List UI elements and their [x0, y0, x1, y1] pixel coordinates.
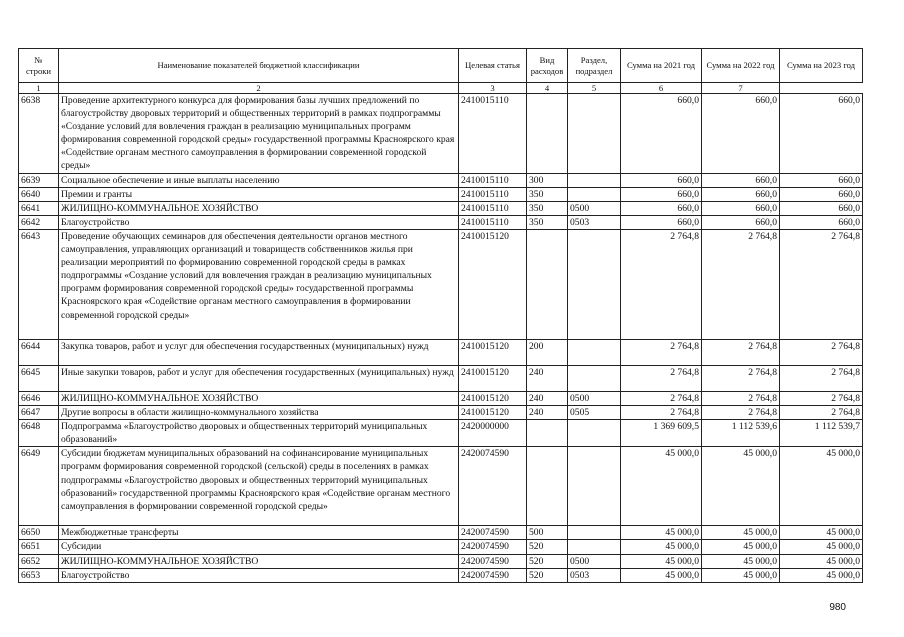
- sum-2021: 45 000,0: [621, 447, 702, 526]
- table-row: [19, 554, 863, 568]
- sum-2022: 2 764,8: [702, 391, 780, 405]
- expense-type: 520: [527, 554, 568, 568]
- sum-2023: 45 000,0: [780, 554, 863, 568]
- expense-type: 520: [527, 568, 568, 582]
- table-row: [19, 420, 863, 447]
- expense-type: 520: [527, 540, 568, 554]
- row-number: 6649: [19, 447, 59, 526]
- row-number: 6643: [19, 229, 59, 339]
- sum-2022: 660,0: [702, 173, 780, 187]
- indicator-name: Проведение обучающих семинаров для обеспечения деятельности органов местного самоуправления, управляющих организаций и товариществ собственников жилья при реализации мероприятий по формированию современной городской среды в рамках подпрограммы «Создание условий для вовлечения граждан в реализацию муниципальных программ формирования современной городской среды» государственной программы Красноярского края «Содействие органам местного самоуправления в формировании современной городской среды»: [59, 229, 459, 339]
- sum-2022: 660,0: [702, 215, 780, 229]
- row-number: 6645: [19, 365, 59, 391]
- sum-2021: 2 764,8: [621, 406, 702, 420]
- row-number: 6650: [19, 526, 59, 540]
- row-number: 6652: [19, 554, 59, 568]
- table-row: [19, 540, 863, 554]
- row-number: 6648: [19, 420, 59, 447]
- header-sum-2022: Сумма на 2022 год: [702, 49, 780, 83]
- table-row: [19, 568, 863, 582]
- sum-2021: 660,0: [621, 94, 702, 174]
- row-number: 6653: [19, 568, 59, 582]
- section-code: [568, 420, 621, 447]
- sum-2023: 2 764,8: [780, 391, 863, 405]
- target-article: 2410015120: [459, 229, 527, 339]
- sum-2021: 45 000,0: [621, 540, 702, 554]
- section-code: 0500: [568, 391, 621, 405]
- column-number: 3: [459, 83, 527, 94]
- expense-type: [527, 229, 568, 339]
- target-article: 2420000000: [459, 420, 527, 447]
- sum-2022: 660,0: [702, 94, 780, 174]
- page-number: 980: [829, 602, 846, 613]
- sum-2022: 1 112 539,6: [702, 420, 780, 447]
- table-row: [19, 173, 863, 187]
- indicator-name: Премии и гранты: [59, 187, 459, 201]
- target-article: 2410015110: [459, 94, 527, 174]
- indicator-name: Субсидии бюджетам муниципальных образований на софинансирование муниципальных программ формирования современной городской (сельской) среды в поселениях в рамках подпрограммы «Благоустройство дворовых и общественных территорий муниципальных образований» государственной программы Красноярского края «Содействие органам местного самоуправления в формировании современной городской среды»: [59, 447, 459, 526]
- expense-type: 240: [527, 365, 568, 391]
- sum-2022: 45 000,0: [702, 540, 780, 554]
- table-row: [19, 215, 863, 229]
- indicator-name: Подпрограмма «Благоустройство дворовых и общественных территорий муниципальных образований»: [59, 420, 459, 447]
- sum-2022: 2 764,8: [702, 339, 780, 365]
- sum-2022: 660,0: [702, 187, 780, 201]
- column-number: 1: [19, 83, 59, 94]
- sum-2021: 1 369 609,5: [621, 420, 702, 447]
- section-code: 0503: [568, 215, 621, 229]
- expense-type: 240: [527, 391, 568, 405]
- column-number: 5: [568, 83, 621, 94]
- section-code: [568, 94, 621, 174]
- target-article: 2420074590: [459, 568, 527, 582]
- table-row: [19, 406, 863, 420]
- column-number: 6: [621, 83, 702, 94]
- section-code: [568, 173, 621, 187]
- indicator-name: Благоустройство: [59, 215, 459, 229]
- sum-2021: 660,0: [621, 173, 702, 187]
- sum-2021: 45 000,0: [621, 554, 702, 568]
- column-number-row: [19, 83, 863, 94]
- table-row: [19, 526, 863, 540]
- indicator-name: ЖИЛИЩНО-КОММУНАЛЬНОЕ ХОЗЯЙСТВО: [59, 201, 459, 215]
- sum-2021: 660,0: [621, 215, 702, 229]
- sum-2023: 660,0: [780, 201, 863, 215]
- sum-2023: 660,0: [780, 215, 863, 229]
- expense-type: 350: [527, 187, 568, 201]
- header-sum-2023: Сумма на 2023 год: [780, 49, 863, 83]
- sum-2023: 660,0: [780, 94, 863, 174]
- sum-2023: 2 764,8: [780, 365, 863, 391]
- table-row: [19, 94, 863, 174]
- section-code: [568, 365, 621, 391]
- header-section: Раздел, подраздел: [568, 49, 621, 83]
- row-number: 6639: [19, 173, 59, 187]
- sum-2022: 45 000,0: [702, 554, 780, 568]
- indicator-name: Проведение архитектурного конкурса для формирования базы лучших предложений по благоустройству дворовых территорий и общественных территорий в рамках подпрограммы «Создание условий для вовлечения граждан в реализацию муниципальных программ формирования современной городской среды» государственной программы Красноярского края «Содействие органам местного самоуправления в формировании современной городской среды»: [59, 94, 459, 174]
- section-code: [568, 526, 621, 540]
- sum-2022: 45 000,0: [702, 568, 780, 582]
- expense-type: 350: [527, 215, 568, 229]
- row-number: 6640: [19, 187, 59, 201]
- expense-type: [527, 420, 568, 447]
- row-number: 6646: [19, 391, 59, 405]
- expense-type: [527, 94, 568, 174]
- table-body: [19, 94, 863, 583]
- expense-type: 350: [527, 201, 568, 215]
- indicator-name: Субсидии: [59, 540, 459, 554]
- target-article: 2410015120: [459, 406, 527, 420]
- target-article: 2410015120: [459, 339, 527, 365]
- section-code: 0500: [568, 554, 621, 568]
- sum-2023: 45 000,0: [780, 540, 863, 554]
- target-article: 2420074590: [459, 554, 527, 568]
- sum-2021: 2 764,8: [621, 229, 702, 339]
- target-article: 2410015110: [459, 187, 527, 201]
- sum-2022: 2 764,8: [702, 229, 780, 339]
- sum-2022: 2 764,8: [702, 406, 780, 420]
- target-article: 2420074590: [459, 447, 527, 526]
- section-code: [568, 540, 621, 554]
- header-row: [19, 49, 863, 83]
- indicator-name: Межбюджетные трансферты: [59, 526, 459, 540]
- sum-2023: 1 112 539,7: [780, 420, 863, 447]
- table-row: [19, 339, 863, 365]
- budget-table: [18, 48, 863, 583]
- expense-type: 500: [527, 526, 568, 540]
- table-row: [19, 201, 863, 215]
- row-number: 6647: [19, 406, 59, 420]
- table-row: [19, 391, 863, 405]
- sum-2023: 45 000,0: [780, 526, 863, 540]
- indicator-name: ЖИЛИЩНО-КОММУНАЛЬНОЕ ХОЗЯЙСТВО: [59, 391, 459, 405]
- indicator-name: ЖИЛИЩНО-КОММУНАЛЬНОЕ ХОЗЯЙСТВО: [59, 554, 459, 568]
- section-code: 0500: [568, 201, 621, 215]
- sum-2021: 660,0: [621, 201, 702, 215]
- section-code: 0505: [568, 406, 621, 420]
- sum-2021: 45 000,0: [621, 526, 702, 540]
- column-number: 2: [59, 83, 459, 94]
- sum-2021: 660,0: [621, 187, 702, 201]
- table-row: [19, 365, 863, 391]
- column-number: 4: [527, 83, 568, 94]
- sum-2023: 660,0: [780, 173, 863, 187]
- sum-2023: 2 764,8: [780, 229, 863, 339]
- table-row: [19, 187, 863, 201]
- target-article: 2410015110: [459, 215, 527, 229]
- sum-2022: 45 000,0: [702, 526, 780, 540]
- sum-2021: 2 764,8: [621, 365, 702, 391]
- target-article: 2420074590: [459, 526, 527, 540]
- header-indicator-name: Наименование показателей бюджетной классификации: [59, 49, 459, 83]
- section-code: [568, 339, 621, 365]
- row-number: 6642: [19, 215, 59, 229]
- row-number: 6651: [19, 540, 59, 554]
- indicator-name: Иные закупки товаров, работ и услуг для обеспечения государственных (муниципальных) нужд: [59, 365, 459, 391]
- column-number: 7: [702, 83, 780, 94]
- indicator-name: Закупка товаров, работ и услуг для обеспечения государственных (муниципальных) нужд: [59, 339, 459, 365]
- header-target-article: Целевая статья: [459, 49, 527, 83]
- sum-2023: 2 764,8: [780, 339, 863, 365]
- sum-2023: 45 000,0: [780, 568, 863, 582]
- sum-2023: 660,0: [780, 187, 863, 201]
- header-expense-type: Вид расходов: [527, 49, 568, 83]
- indicator-name: Другие вопросы в области жилищно-коммунального хозяйства: [59, 406, 459, 420]
- expense-type: 240: [527, 406, 568, 420]
- section-code: 0503: [568, 568, 621, 582]
- target-article: 2420074590: [459, 540, 527, 554]
- table-row: [19, 447, 863, 526]
- target-article: 2410015120: [459, 391, 527, 405]
- table-row: [19, 229, 863, 339]
- expense-type: [527, 447, 568, 526]
- row-number: 6638: [19, 94, 59, 174]
- row-number: 6644: [19, 339, 59, 365]
- target-article: 2410015110: [459, 201, 527, 215]
- header-sum-2021: Сумма на 2021 год: [621, 49, 702, 83]
- row-number: 6641: [19, 201, 59, 215]
- section-code: [568, 187, 621, 201]
- sum-2021: 2 764,8: [621, 339, 702, 365]
- sum-2021: 45 000,0: [621, 568, 702, 582]
- sum-2023: 45 000,0: [780, 447, 863, 526]
- indicator-name: Социальное обеспечение и иные выплаты населению: [59, 173, 459, 187]
- sum-2022: 660,0: [702, 201, 780, 215]
- sum-2021: 2 764,8: [621, 391, 702, 405]
- expense-type: 200: [527, 339, 568, 365]
- sum-2022: 45 000,0: [702, 447, 780, 526]
- target-article: 2410015120: [459, 365, 527, 391]
- sum-2022: 2 764,8: [702, 365, 780, 391]
- expense-type: 300: [527, 173, 568, 187]
- sum-2023: 2 764,8: [780, 406, 863, 420]
- indicator-name: Благоустройство: [59, 568, 459, 582]
- target-article: 2410015110: [459, 173, 527, 187]
- section-code: [568, 447, 621, 526]
- header-row-number: № строки: [19, 49, 59, 83]
- section-code: [568, 229, 621, 339]
